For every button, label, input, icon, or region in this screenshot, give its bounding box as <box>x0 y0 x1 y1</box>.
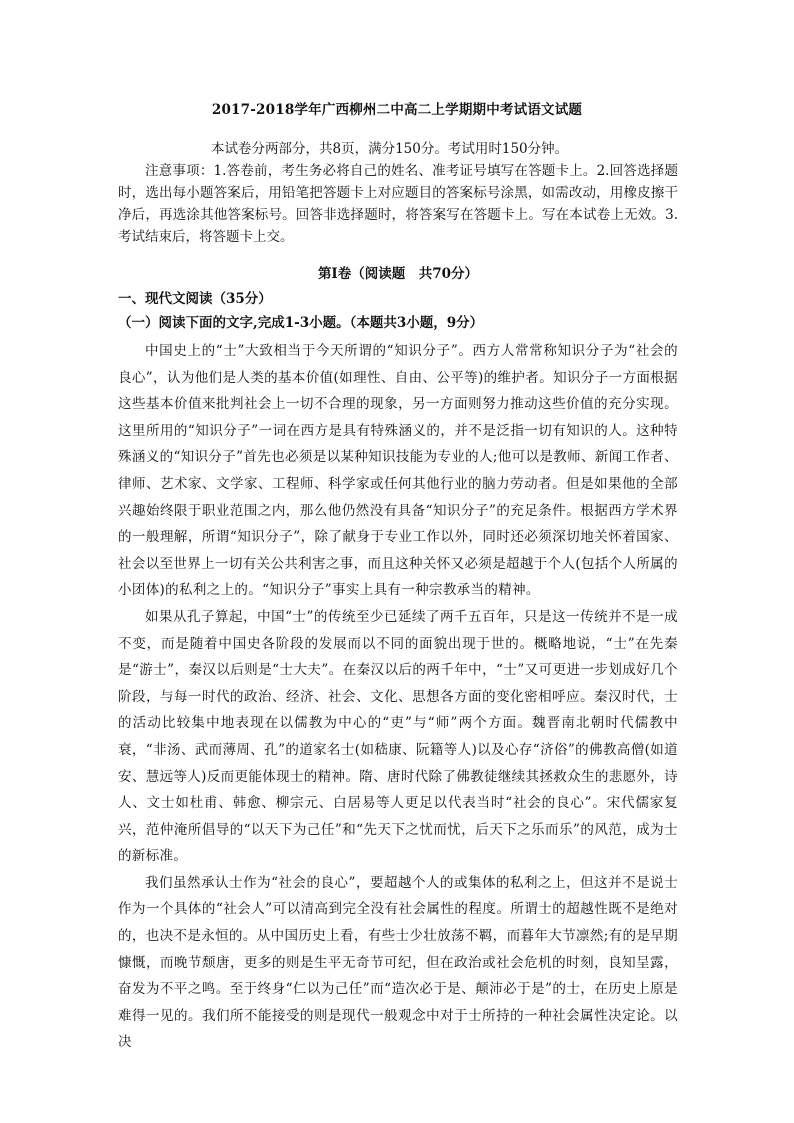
exam-notes: 注意事项：1.答卷前，考生务必将自己的姓名、准考证号填写在答题卡上。2.回答选择题时，选出每小题答案后，用铅笔把答题卡上对应题目的答案标号涂黑，如需改动，用橡皮擦干净后，再选涂其他答案标号。回答非选择题时，将答案写在答题卡上。写在本试卷上无效。3.考试结束后，将答题卡上交。 <box>118 163 678 245</box>
section-heading: 一、现代文阅读（35分） <box>118 291 272 307</box>
reading-passage <box>118 338 678 1056</box>
passage-paragraph: 如果从孔子算起，中国“士”的传统至少已延续了两千五百年，只是这一传统并不是一成不变，而是随着中国史各阶段的发展而以不同的面貌出现于世的。概略地说，“士”在先秦是“游士”，秦汉以后则是“士大夫”。在秦汉以后的两千年中，“士”又可更进一步划成好几个阶段，与每一时代的政治、经济、社会、文化、思想各方面的变化密相呼应。秦汉时代，士的活动比较集中地表现在以儒教为中心的“吏”与“师”两个方面。魏晋南北朝时代儒教中衰，“非汤、武而薄周、孔”的道家名士(如嵇康、阮籍等人)以及心存“济俗”的佛教高僧(如道安、慧远等人)反而更能体现士的精神。隋、唐时代除了佛教徒继续其拯救众生的悲愿外，诗人、文士如杜甫、韩愈、柳宗元、白居易等人更足以代表当时“社会的良心”。宋代儒家复兴，范仲淹所倡导的“以天下为己任”和“先天下之忧而忧，后天下之乐而乐”的风范，成为士的新标准。 <box>118 608 678 865</box>
passage-paragraph: 中国史上的“士”大致相当于今天所谓的“知识分子”。西方人常常称知识分子为“社会的良心”，认为他们是人类的基本价值(如理性、自由、公平等)的维护者。知识分子一方面根据这些基本价值来批判社会上一切不合理的现象，另一方面则努力推动这些价值的充分实现。这里所用的“知识分子”一词在西方是具有特殊涵义的，并不是泛指一切有知识的人。这种特殊涵义的“知识分子”首先也必须是以某种知识技能为专业的人;他可以是教师、新闻工作者、律师、艺术家、文学家、工程师、科学家或任何其他行业的脑力劳动者。但是如果他的全部兴趣始终限于职业范围之内，那么他仍然没有具备“知识分子”的充足条件。根据西方学术界的一般理解，所谓“知识分子”，除了献身于专业工作以外，同时还必须深切地关怀着国家、社会以至世界上一切有关公共利害之事，而且这种关怀又必须是超越于个人(包括个人所属的小团体)的私利之上的。“知识分子”事实上具有一种宗教承当的精神。 <box>118 343 678 599</box>
exam-info-line: 本试卷分两部分，共8页，满分150分。考试用时150分钟。 <box>211 141 569 157</box>
subsection-heading: （一）阅读下面的文字,完成1-3小题。（本题共3小题，9分） <box>118 315 484 331</box>
document-title: 2017-2018学年广西柳州二中高二上学期期中考试语文试题 <box>211 102 583 118</box>
volume-heading: 第Ⅰ卷（阅读题 共70分） <box>317 266 479 282</box>
exam-instructions <box>118 138 678 248</box>
passage-paragraph: 我们虽然承认士作为“社会的良心”，要超越个人的或集体的私利之上，但这并不是说士作为一个具体的“社会人”可以清高到完全没有社会属性的程度。所谓士的超越性既不是绝对的，也决不是永恒的。从中国历史上看，有些士少壮放荡不羁，而暮年大节凛然;有的是早期慷慨，而晚节颓唐，更多的则是生平无奇节可纪，但在政治或社会危机的时刻，良知呈露，奋发为不平之鸣。至于终身“仁以为己任”而“造次必于是、颠沛必于是”的士，在历史上原是难得一见的。我们所不能接受的则是现代一般观念中对于士所持的一种社会属性决定论。以决 <box>118 874 678 1051</box>
